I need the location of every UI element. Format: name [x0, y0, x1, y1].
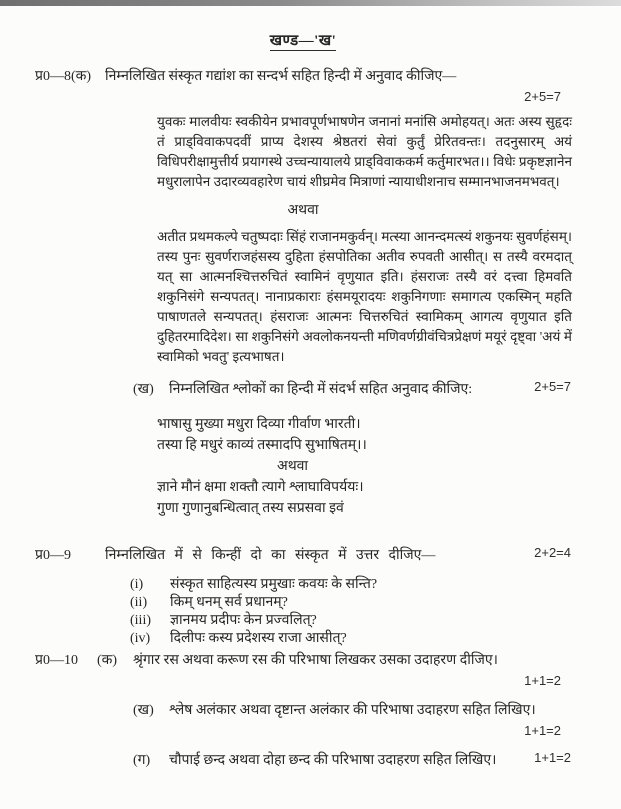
question-10-number: प्र0—10: [35, 653, 78, 668]
shloka-line: तस्या हि मधुरं काव्यं तस्मादपि सुभाषितम्।।: [157, 438, 367, 453]
question-10c-label: (ग): [133, 753, 151, 768]
question-10b-marks: 1+1=2: [524, 723, 561, 738]
question-10c-prompt: चौपाई छन्द अथवा दोहा छन्द की परिभाषा उदाहरण सहित लिखिए।: [169, 753, 497, 768]
sanskrit-passage-1: युवकः मालवीयः स्वकीयेन प्रभावपूर्णभाषणेन जनानां मनांसि अमोहयत्। अतः अस्य सुहृदः तं प्राड्विवाकपदवीं प्राप्य देशस्य श्रेष्ठतरां सेवां कुर्तुं प्रेरितवन्तः। तदनुसारम् अयं विधिपरीक्षामुत्तीर्य प्रयागस्थे उच्चन्यायालये प्राड्विवाककर्म कर्तुमारभत।। विधेः प्रकृष्टज्ञानेन मधुरालापेन उदारव्यवहारेण चायं शीघ्रमेव मित्राणां न्यायाधीशनाच सम्मानभाजनमभवत्।: [157, 114, 572, 189]
question-8b-prompt: निम्नलिखित श्लोकों का हिन्दी में संदर्भ सहित अनुवाद कीजिए:: [169, 382, 473, 397]
question-10b-label: (ख): [133, 703, 154, 718]
question-10a-prompt: श्रृंगार रस अथवा करूण रस की परिभाषा लिखकर उसका उदाहरण दीजिए।: [133, 653, 498, 668]
shloka-line: भाषासु मुख्या मधुरा दिव्या गीर्वाण भारती।: [157, 417, 361, 432]
sanskrit-passage-2: अतीत प्रथमकल्पे चतुष्पदाः सिंहं राजानमकुर्वन्। मत्स्या आनन्दमत्स्यं शकुनयः सुवर्णहंसम्। तस्य पुनः सुवर्णराजहंसस्य दुहिता हंसपोतिका अतीव रुपवती आसीत्। स तस्यै वरमदात् यत् सा आत्मनश्चित्तरुचितं स्वामिनं वृणुयात इति। हंसराजः तस्यै वरं दत्त्वा हिमवति शकुनिसंगे सन्यपतत्। नानाप्रकाराः हंसमयूरादयः शकुनिगणाः समागत्य एकस्मिन् महति पाषाणतले सन्यपतत्। हंसराजः आत्मनः चित्तरुचितं स्वामिकम् आगत्य वृणुयात इति दुहितरमादिदेश। सा शकुनिसंगे अवलोकनयन्ती मणिवर्णग्रीवंचित्रप्रेक्षणं मयूरं दृष्ट्वा 'अयं में स्वामिको भवतु' इत्यभाषत।: [157, 229, 573, 364]
question-9-marks: 2+2=4: [534, 545, 571, 560]
question-8b-marks: 2+5=7: [534, 379, 571, 394]
shloka-line: गुणा गुणानुबन्धित्वात् तस्य सप्रसवा इवं: [157, 501, 344, 516]
question-9-prompt: निम्नलिखित में से किन्हीं दो का संस्कृत में उत्तर दीजिए—: [105, 548, 436, 563]
shloka-block: [157, 414, 571, 519]
list-item: [130, 612, 571, 630]
question-10b-prompt: श्लेष अलंकार अथवा दृष्टान्त अलंकार की परिभाषा उदाहरण सहित लिखिए।: [169, 703, 536, 718]
question-10b-row: [133, 700, 571, 719]
question-10a-row: [35, 650, 571, 669]
or-divider-2: अथवा: [277, 459, 309, 474]
question-9-row: [35, 545, 571, 564]
question-9-items: [130, 576, 571, 648]
question-10a-marks: 1+1=2: [524, 673, 561, 688]
question-10a-label: (क): [97, 653, 118, 668]
item-label: (i): [130, 577, 144, 592]
item-label: (iii): [130, 613, 151, 628]
or-divider-1: अथवा: [287, 203, 319, 218]
question-10c-marks: 1+1=2: [534, 750, 571, 765]
question-8b-label: (ख): [133, 382, 154, 397]
question-8a-row: [35, 66, 571, 85]
section-title: खण्ड—'ख': [269, 33, 337, 49]
item-text: किम् धनम् सर्व प्रधानम्?: [170, 595, 288, 610]
question-8b-row: [133, 379, 571, 398]
item-text: ज्ञानमय प्रदीपः केन प्रज्वलित्?: [170, 613, 317, 628]
list-item: [130, 576, 571, 594]
list-item: [130, 630, 571, 648]
shloka-line: ज्ञाने मौनं क्षमा शक्तौ त्यागे श्लाघाविपर्ययः।: [157, 480, 364, 495]
item-text: संस्कृत साहित्यस्य प्रमुखाः कवयः के सन्ति?: [170, 577, 378, 592]
item-label: (iv): [130, 631, 151, 646]
question-9-number: प्र0—9: [35, 548, 71, 563]
question-8a-number: प्र0—8(क): [35, 69, 92, 84]
question-8a-marks: 2+5=7: [524, 89, 561, 104]
question-8a-prompt: निम्नलिखित संस्कृत गद्यांश का सन्दर्भ सहित हिन्दी में अनुवाद कीजिए—: [105, 69, 457, 84]
item-label: (ii): [130, 595, 148, 610]
question-10c-row: [133, 750, 571, 769]
item-text: दिलीपः कस्य प्रदेशस्य राजा आसीत्?: [170, 631, 347, 646]
list-item: [130, 594, 571, 612]
scan-edge-artifact: [0, 0, 621, 6]
section-header: [35, 30, 571, 50]
